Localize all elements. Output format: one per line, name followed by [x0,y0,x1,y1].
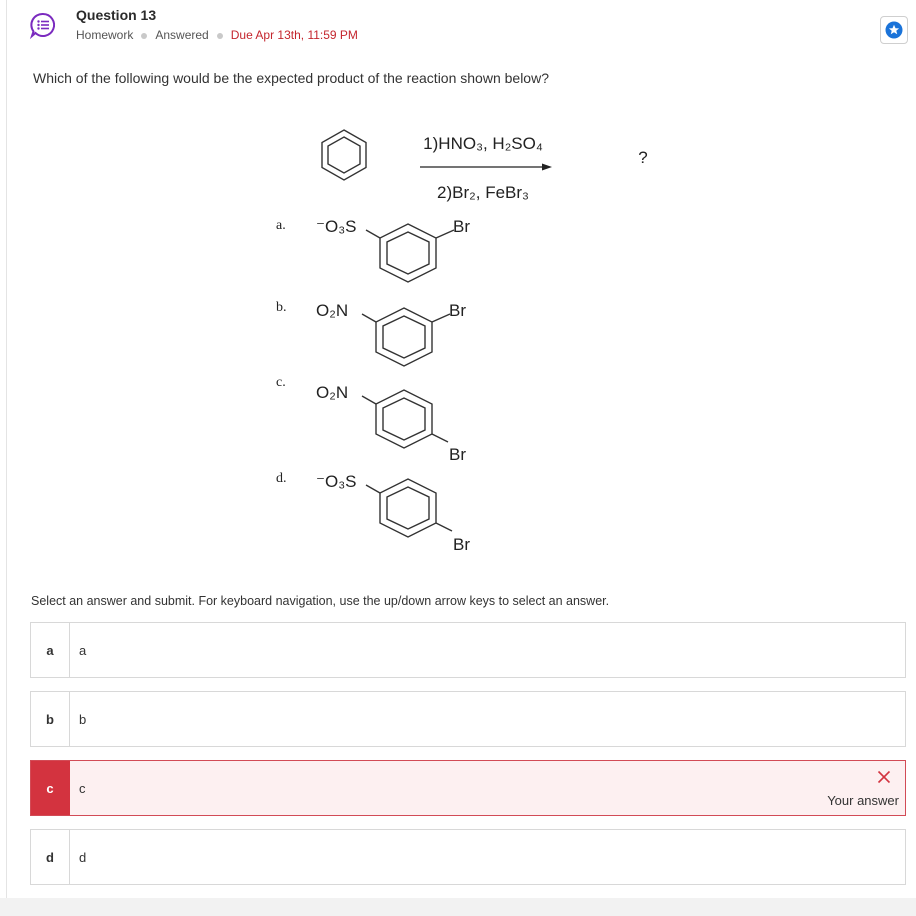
arrowhead [542,164,552,171]
choice-text: b [79,711,87,727]
answer-instructions: Select an answer and submit. For keyboard navigation, use the up/down arrow keys to select an answer. [31,594,610,608]
option-b-structure [276,300,466,366]
answer-choice-d[interactable] [30,829,906,885]
due-date: Due Apr 13th, 11:59 PM [230,28,358,42]
star-icon [881,17,907,43]
substituent-label: O₂N [316,383,349,402]
left-divider [6,0,7,916]
choice-text: d [79,849,87,865]
substituent-label: ⁻O₃S [316,472,357,491]
separator-dot [217,33,223,39]
halogen-label: Br [453,535,470,554]
option-c-structure [276,375,466,464]
halogen-label: Br [449,445,466,464]
choice-letter: b [31,692,70,746]
answer-choice-a[interactable] [30,622,906,678]
option-label: d. [276,471,287,486]
answer-choice-c[interactable] [30,760,906,816]
halogen-label: Br [453,217,470,236]
substituent-label: O₂N [316,301,349,320]
option-label: b. [276,300,287,315]
your-answer-label: Your answer [827,793,899,808]
benzene-ring [322,130,366,180]
choice-text: a [79,642,87,658]
reaction-figure [270,120,648,560]
close-icon [877,770,891,784]
answer-choice-b[interactable] [30,691,906,747]
choice-letter: c [31,761,70,815]
option-label: c. [276,375,286,390]
substituent-label: ⁻O₃S [316,217,357,236]
assignment-type: Homework [76,28,134,42]
option-label: a. [276,218,286,233]
option-a-structure [276,217,470,282]
page-footer-band [0,898,916,916]
reagent-step-1: 1)HNO₃, H₂SO₄ [423,134,543,153]
question-title: Question 13 [76,7,157,23]
separator-dot [141,33,147,39]
choice-letter: d [31,830,70,884]
choice-text: c [79,780,86,796]
reagent-step-2: 2)Br₂, FeBr₃ [437,183,529,202]
choice-letter: a [31,623,70,677]
question-meta [76,28,358,42]
question-list-icon [30,12,56,38]
question-prompt: Which of the following would be the expected product of the reaction shown below? [33,70,549,86]
answer-status: Answered [155,28,209,42]
unknown-product: ? [638,148,648,167]
bookmark-button[interactable] [880,16,908,44]
halogen-label: Br [449,301,466,320]
option-d-structure [276,471,470,554]
